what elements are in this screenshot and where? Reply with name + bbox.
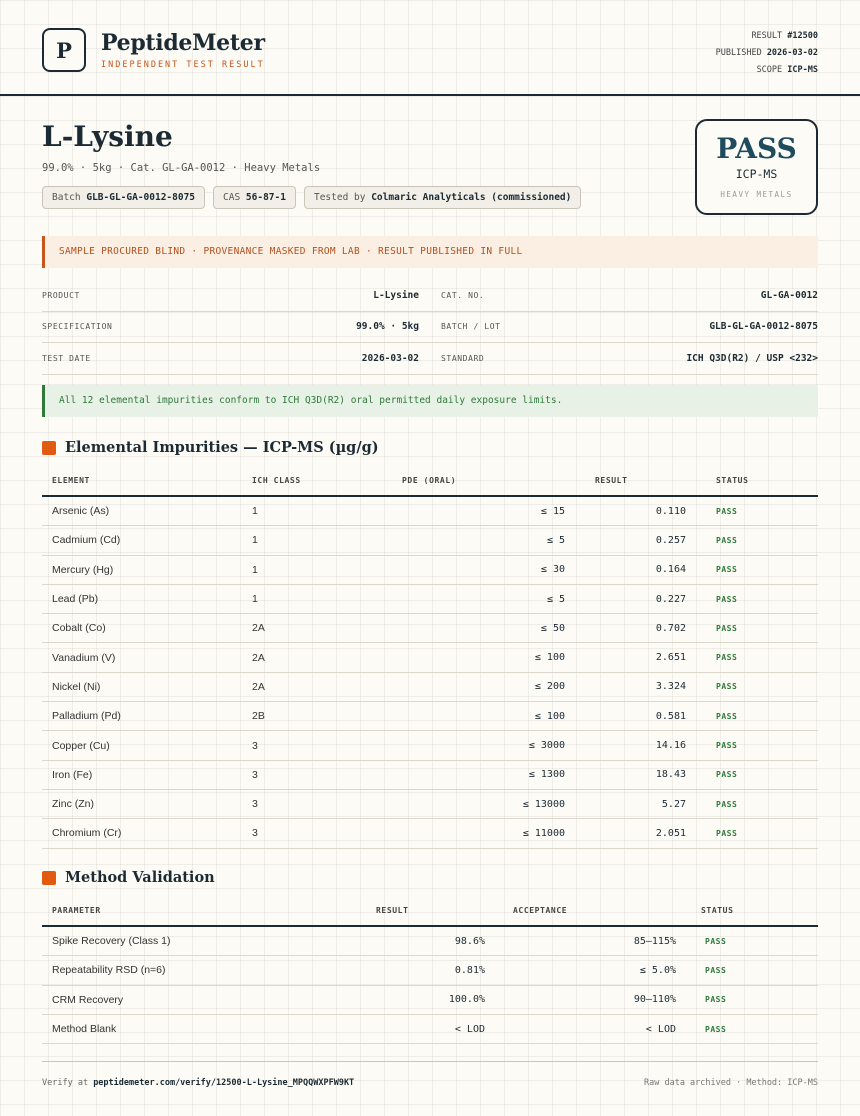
verdict-scope: HEAVY METALS [720, 190, 793, 199]
validation-heading [42, 869, 215, 886]
info-label: BATCH / LOT [441, 322, 501, 332]
pde-cell: ≤ 11000 [352, 819, 575, 848]
col-header: PDE (ORAL) [352, 466, 575, 496]
result-cell: 0.110 [575, 496, 696, 526]
impurities-table [42, 466, 818, 849]
result-label: RESULT [751, 31, 783, 41]
ich-class-cell: 2A [242, 672, 352, 701]
status-badge: PASS [696, 526, 818, 555]
element-cell: Mercury (Hg) [42, 555, 242, 584]
element-cell: Palladium (Pd) [42, 702, 242, 731]
col-header: PARAMETER [42, 896, 352, 926]
brand-logo: P [42, 28, 86, 72]
result-cell: 5.27 [575, 789, 696, 818]
validation-title: Method Validation [65, 869, 215, 886]
ich-class-cell: 3 [242, 731, 352, 760]
parameter-cell: Repeatability RSD (n=6) [42, 956, 352, 985]
table-header-row [42, 896, 818, 926]
element-cell: Arsenic (As) [42, 496, 242, 526]
table-row [42, 819, 818, 848]
col-header: RESULT [352, 896, 495, 926]
verdict-stamp [695, 119, 818, 215]
header-meta [716, 28, 818, 79]
published-label: PUBLISHED [715, 48, 762, 58]
info-row [42, 312, 818, 344]
parameter-cell: Method Blank [42, 1014, 352, 1043]
result-cell: 100.0% [352, 985, 495, 1014]
product-subtitle: 99.0% · 5kg · Cat. GL-GA-0012 · Heavy Metals [42, 162, 321, 174]
info-value: L-Lysine [373, 289, 419, 301]
pde-cell: ≤ 200 [352, 672, 575, 701]
element-cell: Copper (Cu) [42, 731, 242, 760]
parameter-cell: CRM Recovery [42, 985, 352, 1014]
ich-class-cell: 3 [242, 760, 352, 789]
status-badge: PASS [696, 731, 818, 760]
tested-by-chip [304, 186, 581, 209]
acceptance-cell: 85–115% [495, 926, 686, 956]
archive-note: Raw data archived · Method: ICP-MS [644, 1078, 818, 1088]
procurement-notice: SAMPLE PROCURED BLIND · PROVENANCE MASKED FROM LAB · RESULT PUBLISHED IN FULL [42, 236, 818, 268]
table-row [42, 526, 818, 555]
table-row [42, 496, 818, 526]
result-cell: 0.257 [575, 526, 696, 555]
result-cell: 0.227 [575, 584, 696, 613]
pde-cell: ≤ 100 [352, 702, 575, 731]
table-header-row [42, 466, 818, 496]
element-cell: Zinc (Zn) [42, 789, 242, 818]
published-date: 2026-03-02 [766, 48, 818, 58]
pde-cell: ≤ 5 [352, 526, 575, 555]
table-row [42, 731, 818, 760]
pde-cell: ≤ 5 [352, 584, 575, 613]
verify-prefix: Verify at [42, 1078, 89, 1088]
table-row [42, 555, 818, 584]
pde-cell: ≤ 30 [352, 555, 575, 584]
parameter-cell: Spike Recovery (Class 1) [42, 926, 352, 956]
chip-label: Tested by [313, 192, 366, 203]
chip-label: Batch [52, 192, 81, 203]
status-badge: PASS [686, 956, 818, 985]
scope-label: SCOPE [756, 65, 783, 75]
table-row [42, 643, 818, 672]
info-label: TEST DATE [42, 353, 91, 363]
info-label: SPECIFICATION [42, 322, 113, 332]
ich-class-cell: 2B [242, 702, 352, 731]
chip-value: 56-87-1 [245, 192, 286, 203]
info-label: PRODUCT [42, 290, 80, 300]
info-label: STANDARD [441, 353, 485, 363]
element-cell: Cobalt (Co) [42, 614, 242, 643]
col-header: ELEMENT [42, 466, 242, 496]
ich-class-cell: 1 [242, 526, 352, 555]
result-cell: 98.6% [352, 926, 495, 956]
info-label: CAT. NO. [441, 290, 485, 300]
table-row [42, 1014, 818, 1043]
col-header: RESULT [575, 466, 696, 496]
validation-body [42, 926, 818, 1044]
impurities-title: Elemental Impurities — ICP-MS (µg/g) [65, 439, 379, 456]
section-marker-icon [42, 441, 56, 455]
chip-value: GLB-GL-GA-0012-8075 [86, 192, 196, 203]
info-value: 99.0% · 5kg [356, 321, 419, 333]
status-badge: PASS [686, 1014, 818, 1043]
info-value: GLB-GL-GA-0012-8075 [709, 321, 818, 333]
pde-cell: ≤ 100 [352, 643, 575, 672]
ich-class-cell: 1 [242, 555, 352, 584]
chip-value: Colmaric Analyticals (commissioned) [371, 192, 572, 203]
col-header: STATUS [696, 466, 818, 496]
status-badge: PASS [696, 760, 818, 789]
table-row [42, 956, 818, 985]
impurities-body [42, 496, 818, 848]
result-cell: 2.051 [575, 819, 696, 848]
info-value: 2026-03-02 [361, 352, 419, 364]
element-cell: Cadmium (Cd) [42, 526, 242, 555]
element-cell: Vanadium (V) [42, 643, 242, 672]
ich-class-cell: 3 [242, 819, 352, 848]
status-badge: PASS [696, 672, 818, 701]
product-chips [42, 186, 581, 209]
ich-class-cell: 3 [242, 789, 352, 818]
status-badge: PASS [686, 985, 818, 1014]
status-badge: PASS [696, 584, 818, 613]
element-cell: Iron (Fe) [42, 760, 242, 789]
result-cell: 14.16 [575, 731, 696, 760]
batch-chip [42, 186, 205, 209]
scope-value: ICP-MS [787, 65, 818, 75]
info-row [42, 343, 818, 375]
pde-cell: ≤ 50 [352, 614, 575, 643]
element-cell: Nickel (Ni) [42, 672, 242, 701]
info-value: ICH Q3D(R2) / USP <232> [686, 352, 818, 364]
table-row [42, 584, 818, 613]
status-badge: PASS [696, 496, 818, 526]
chip-label: CAS [223, 192, 241, 203]
cas-chip [213, 186, 296, 209]
col-header: STATUS [686, 896, 818, 926]
element-cell: Chromium (Cr) [42, 819, 242, 848]
brand-tagline: INDEPENDENT TEST RESULT [101, 60, 265, 70]
status-badge: PASS [696, 555, 818, 584]
element-cell: Lead (Pb) [42, 584, 242, 613]
pde-cell: ≤ 1300 [352, 760, 575, 789]
ich-class-cell: 1 [242, 584, 352, 613]
table-row [42, 614, 818, 643]
table-row [42, 702, 818, 731]
info-row [42, 280, 818, 312]
result-cell: < LOD [352, 1014, 495, 1043]
pde-cell: ≤ 15 [352, 496, 575, 526]
header-divider [0, 94, 860, 96]
brand-name: PeptideMeter [101, 30, 265, 56]
status-badge: PASS [696, 702, 818, 731]
status-badge: PASS [696, 643, 818, 672]
result-cell: 3.324 [575, 672, 696, 701]
pde-cell: ≤ 13000 [352, 789, 575, 818]
acceptance-cell: < LOD [495, 1014, 686, 1043]
col-header: ACCEPTANCE [495, 896, 686, 926]
info-grid [42, 280, 818, 375]
product-title: L-Lysine [42, 120, 173, 153]
result-cell: 18.43 [575, 760, 696, 789]
pde-cell: ≤ 3000 [352, 731, 575, 760]
result-cell: 0.81% [352, 956, 495, 985]
ich-class-cell: 1 [242, 496, 352, 526]
result-number: #12500 [787, 31, 818, 41]
status-badge: PASS [686, 926, 818, 956]
status-badge: PASS [696, 614, 818, 643]
conformance-banner: All 12 elemental impurities conform to ICH Q3D(R2) oral permitted daily exposure limits. [42, 385, 818, 417]
validation-table [42, 896, 818, 1044]
result-cell: 0.164 [575, 555, 696, 584]
info-value: GL-GA-0012 [760, 289, 818, 301]
ich-class-cell: 2A [242, 643, 352, 672]
verdict-method: ICP-MS [735, 167, 778, 181]
result-cell: 2.651 [575, 643, 696, 672]
table-row [42, 789, 818, 818]
table-row [42, 985, 818, 1014]
result-cell: 0.581 [575, 702, 696, 731]
table-row [42, 926, 818, 956]
status-badge: PASS [696, 819, 818, 848]
verdict-word: PASS [716, 132, 797, 165]
ich-class-cell: 2A [242, 614, 352, 643]
status-badge: PASS [696, 789, 818, 818]
col-header: ICH CLASS [242, 466, 352, 496]
acceptance-cell: ≤ 5.0% [495, 956, 686, 985]
result-cell: 0.702 [575, 614, 696, 643]
table-row [42, 760, 818, 789]
verify-link[interactable]: peptidemeter.com/verify/12500-L-Lysine_MPQQWXPFW9KT [93, 1078, 355, 1088]
footer-divider [42, 1061, 818, 1062]
section-marker-icon [42, 871, 56, 885]
verify-line [42, 1078, 354, 1088]
table-row [42, 672, 818, 701]
impurities-heading [42, 439, 379, 456]
acceptance-cell: 90–110% [495, 985, 686, 1014]
